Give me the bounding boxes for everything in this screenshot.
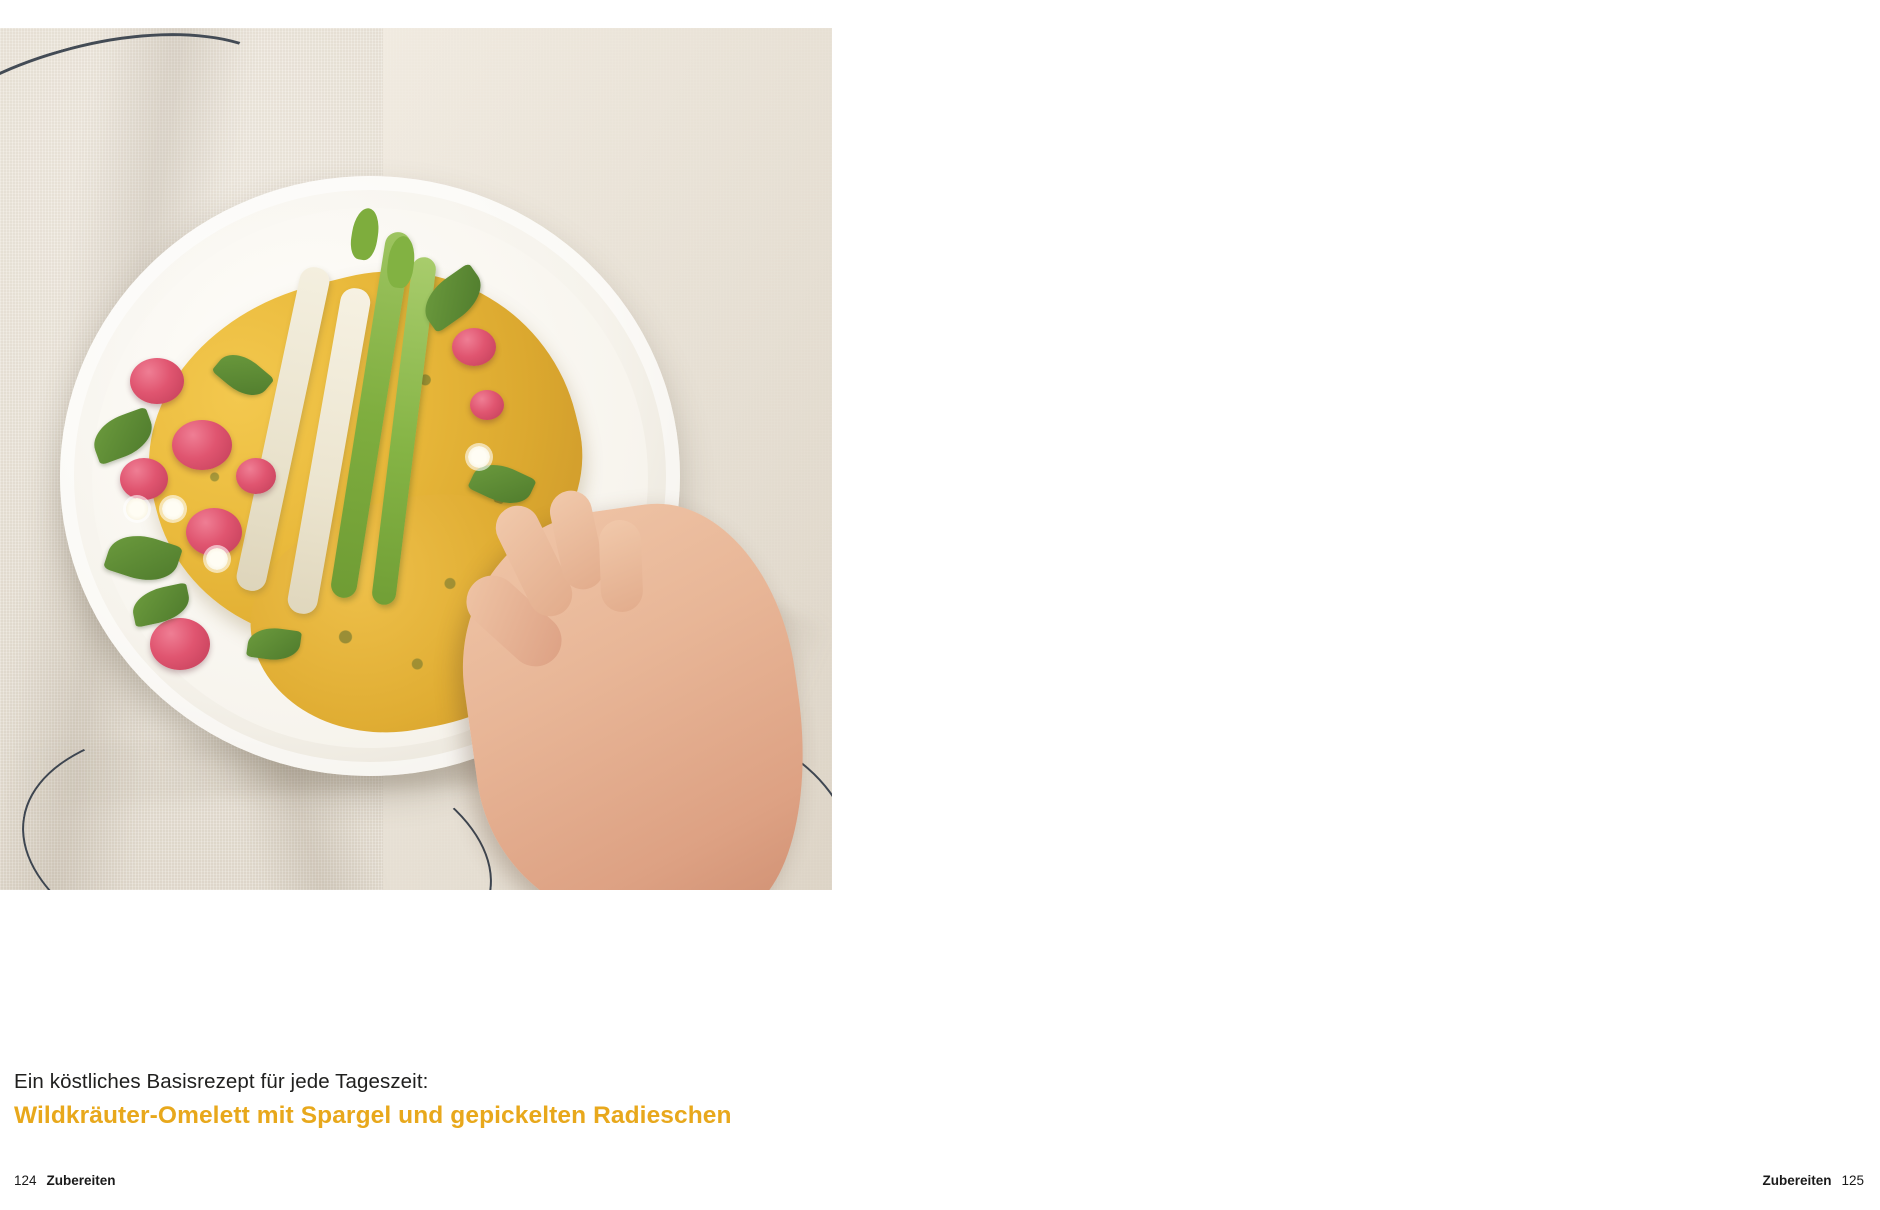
photo-illustration [0,28,832,890]
pickled-radish [120,458,168,500]
recipe-photo [0,28,832,890]
edible-flower [162,498,184,520]
caption-subtitle: Ein köstliches Basisrezept für jede Tageszeit: [14,1070,429,1093]
edible-flower [126,498,148,520]
folio-left-number: 124 [14,1173,37,1188]
pickled-radish [172,420,232,470]
folio-right-number: 125 [1841,1173,1864,1188]
pickled-radish [236,458,276,494]
photo-caption [14,1070,894,1130]
folio-left [14,1173,116,1188]
edible-flower [468,446,490,468]
pickled-radish [470,390,504,420]
finger [598,519,643,612]
pickled-radish [130,358,184,404]
page-right [940,0,1880,1210]
folio-left-label: Zubereiten [46,1173,116,1188]
edible-flower [206,548,228,570]
pickled-radish [452,328,496,366]
folio-right-label: Zubereiten [1762,1173,1832,1188]
folio-right [1762,1173,1864,1188]
recipe-title: Wildkräuter-Omelett mit Spargel und gepickelten Radieschen [14,1102,732,1129]
pickled-radish [150,618,210,670]
